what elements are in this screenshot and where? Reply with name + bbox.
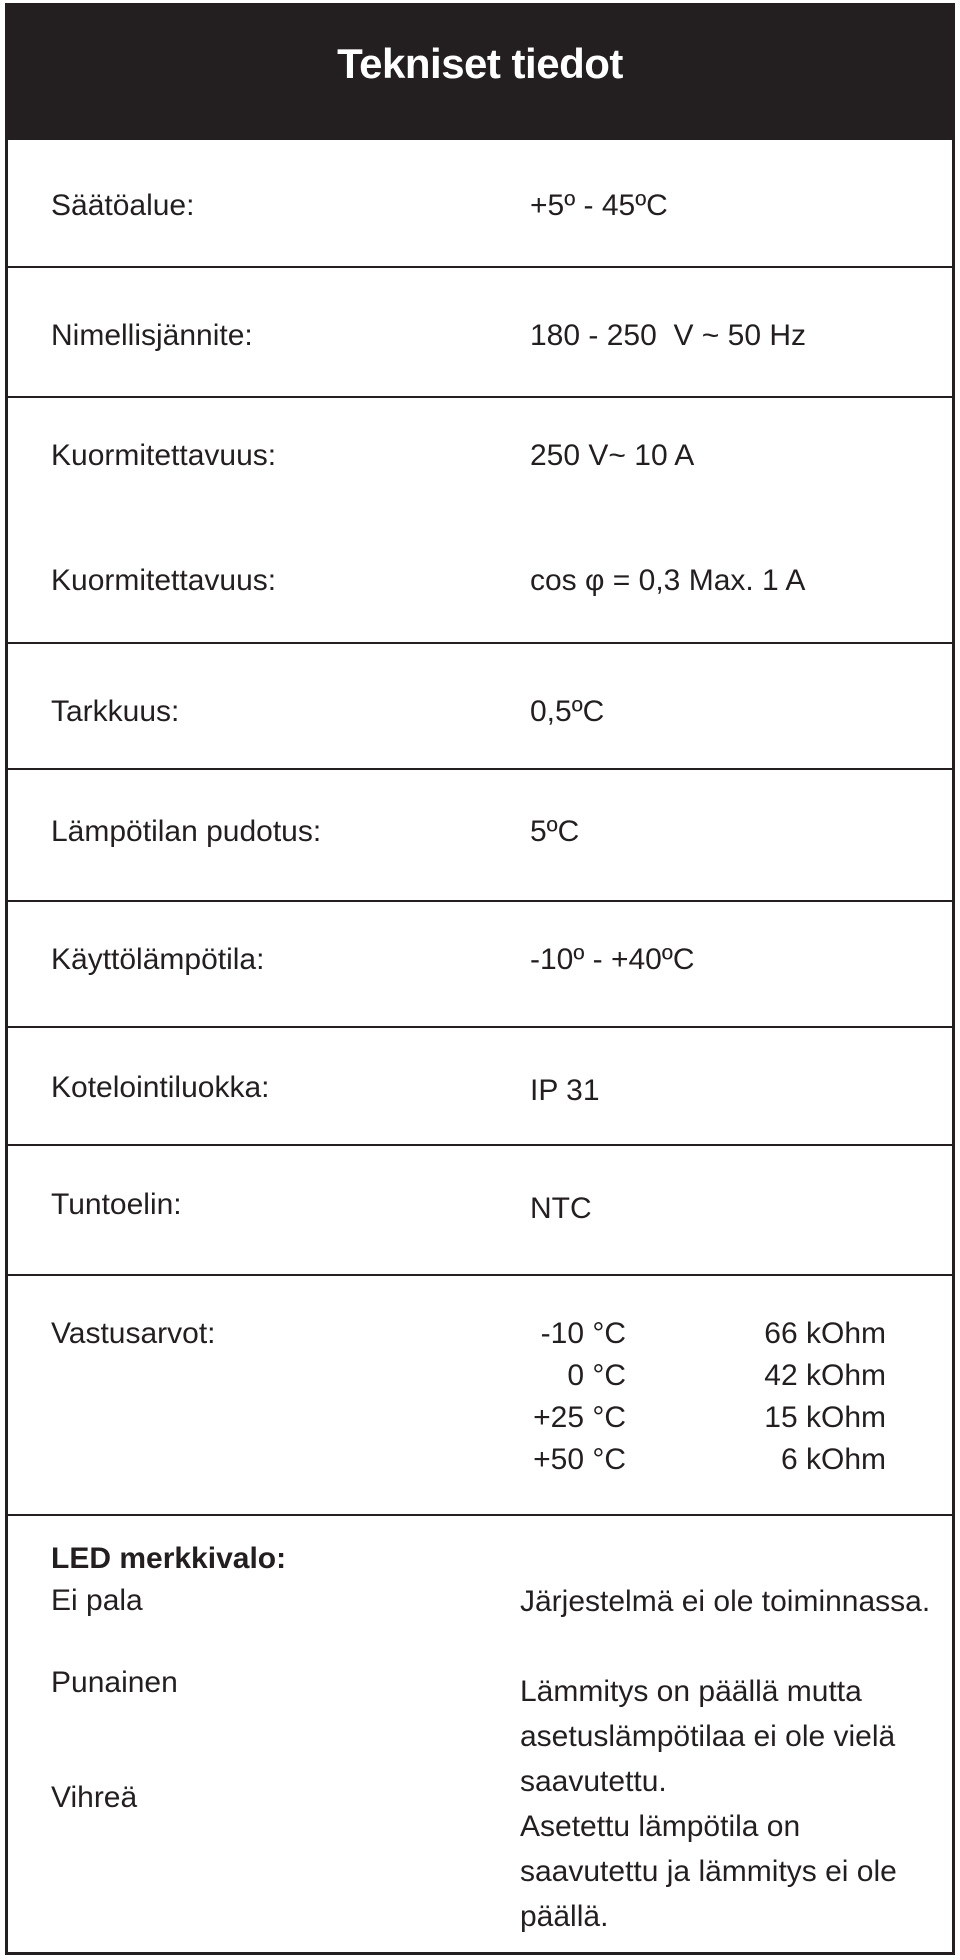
resistance-temp: +50 °C bbox=[533, 1443, 626, 1476]
resistance-temp: -10 °C bbox=[540, 1317, 626, 1350]
spec-row bbox=[8, 266, 952, 396]
spec-row bbox=[8, 1144, 952, 1274]
spec-label: Säätöalue: bbox=[51, 189, 195, 222]
spec-label: Kuormitettavuus: bbox=[51, 564, 277, 597]
spec-row bbox=[8, 768, 952, 900]
title-bar bbox=[8, 6, 952, 138]
spec-label: Nimellisjännite: bbox=[51, 319, 253, 352]
led-state-description: Asetettu lämpötila on saavutettu ja lämmitys ei ole päällä. bbox=[520, 1810, 897, 1933]
spec-value: 5ºC bbox=[530, 815, 580, 848]
spec-sheet bbox=[5, 3, 955, 1955]
resistance-label: Vastusarvot: bbox=[51, 1317, 216, 1350]
spec-value: IP 31 bbox=[530, 1074, 600, 1107]
led-heading: LED merkkivalo: bbox=[51, 1542, 287, 1575]
resistance-row bbox=[8, 1274, 952, 1514]
spec-label: Lämpötilan pudotus: bbox=[51, 815, 322, 848]
spec-value: 0,5ºC bbox=[530, 695, 605, 728]
spec-label: Käyttölämpötila: bbox=[51, 943, 265, 976]
spec-value: cos φ = 0,3 Max. 1 A bbox=[530, 564, 806, 597]
led-state-label: Vihreä bbox=[51, 1781, 138, 1814]
spec-value: NTC bbox=[530, 1192, 592, 1225]
spec-row bbox=[8, 1026, 952, 1144]
led-state-description: Järjestelmä ei ole toiminnassa. bbox=[520, 1585, 931, 1618]
spec-row bbox=[8, 396, 952, 520]
led-state-label: Ei pala bbox=[51, 1584, 143, 1617]
spec-row bbox=[8, 138, 952, 270]
spec-label: Kotelointiluokka: bbox=[51, 1071, 270, 1104]
resistance-temp: 0 °C bbox=[567, 1359, 626, 1392]
spec-value: +5º - 45ºC bbox=[530, 189, 668, 222]
spec-value: 180 - 250 V ~ 50 Hz bbox=[530, 319, 807, 352]
spec-value: -10º - +40ºC bbox=[530, 943, 695, 976]
resistance-value: 6 kOhm bbox=[780, 1443, 886, 1476]
resistance-temp: +25 °C bbox=[533, 1401, 626, 1434]
led-state-description: Lämmitys on päällä mutta asetuslämpötilaa ei ole vielä saavutettu. bbox=[520, 1675, 896, 1798]
resistance-value: 15 kOhm bbox=[764, 1401, 886, 1434]
led-state-label: Punainen bbox=[51, 1666, 178, 1699]
spec-label: Tarkkuus: bbox=[51, 695, 180, 728]
spec-row bbox=[8, 520, 952, 642]
spec-label: Tuntoelin: bbox=[51, 1188, 182, 1221]
page-title: Tekniset tiedot bbox=[337, 40, 623, 87]
spec-row bbox=[8, 900, 952, 1026]
spec-row bbox=[8, 642, 952, 768]
resistance-value: 42 kOhm bbox=[764, 1359, 886, 1392]
spec-label: Kuormitettavuus: bbox=[51, 439, 277, 472]
spec-value: 250 V~ 10 A bbox=[530, 439, 695, 472]
resistance-value: 66 kOhm bbox=[764, 1317, 886, 1350]
led-section bbox=[8, 1514, 952, 1952]
